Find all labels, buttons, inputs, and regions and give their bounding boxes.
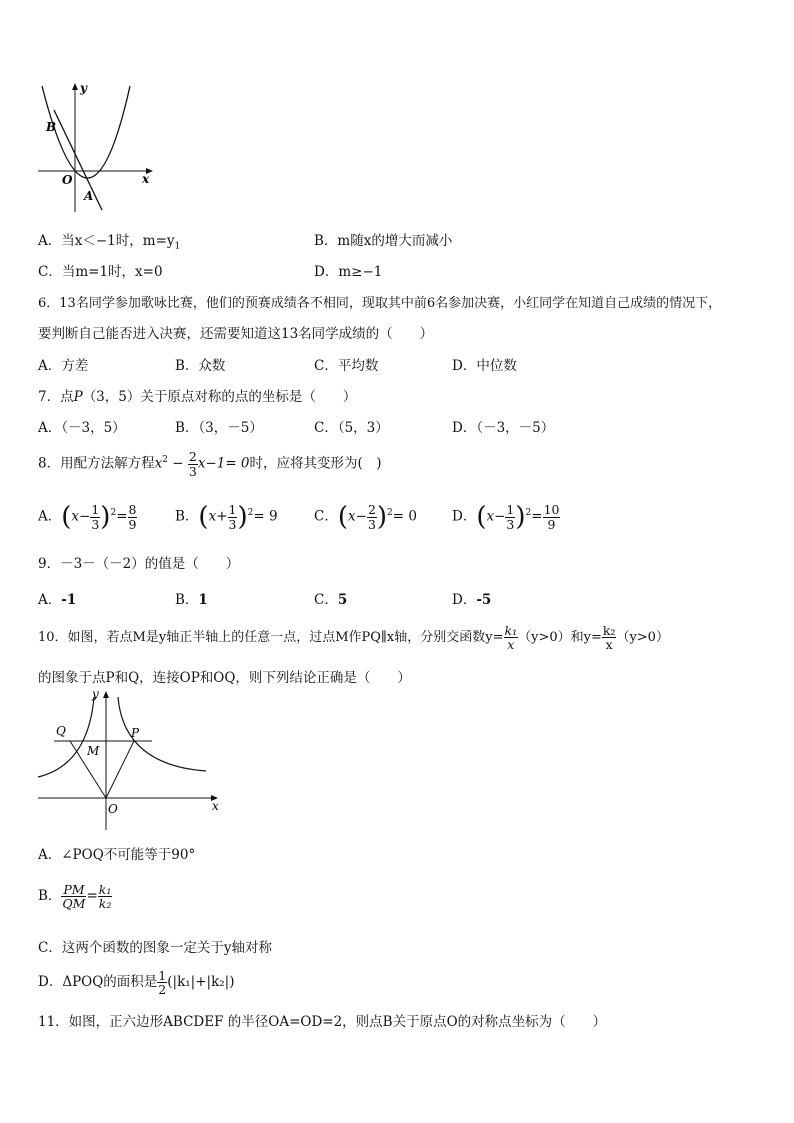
q10-stem-line2: 的图象于点P和Q，连接OP和OQ，则下列结论正确是（ ） [38,670,411,686]
fig2-label-M: M [87,744,100,758]
q6-option-b: B．众数 [175,358,226,374]
q10-option-c: C．这两个函数的图象一定关于y轴对称 [38,940,272,956]
fig1-label-A: A [84,189,94,203]
q8-option-d: D．(x− $\frac{1}{3}$ )$^2$= $\frac{10}{9}$ [452,502,560,532]
q7-option-d: D．（－3，－5） [452,420,555,436]
fig2-label-Q: Q [56,724,66,738]
q10-option-a: A．∠POQ不可能等于90° [38,847,196,863]
q7-option-a: A．（－3，5） [38,420,126,436]
q11-stem: 11．如图，正六边形ABCDEF 的半径OA=OD=2，则点B关于原点O的对称点坐标为（ ） [38,1014,607,1030]
fig2-label-y: y [92,687,99,701]
q8-stem: 8．用配方法解方程$x^2$ − $\frac{2}{3}$ x−1= 0时，应将其变形为( ) [38,449,382,479]
q8-option-a: A．(x− $\frac{1}{3}$ )$^2$= $\frac{8}{9}$ [38,502,137,532]
line-OP [106,741,134,798]
figure-hyperbolas [34,685,229,835]
y-axis-arrow [72,83,78,90]
q9-option-b: B．1 [175,592,208,608]
fig1-label-y: y [80,81,87,95]
q6-stem-line2: 要判断自己能否进入决赛，还需要知道这13名同学成绩的（ ） [38,326,434,342]
figure-parabola-line [34,80,164,215]
q6-option-a: A．方差 [38,358,89,374]
q10-option-d: D．ΔPOQ的面积是 $\frac{1}{2}$ (|k₁|+|k₂|) [38,967,235,997]
q8-stem-fraction: $\frac{2}{3}$ [188,449,197,479]
q9-option-d: D．-5 [452,592,492,608]
q9-option-a: A．-1 [38,592,77,608]
q8-option-c: C．(x− $\frac{2}{3}$ )$^2$= 0 [314,502,417,532]
q9-stem: 9．－3－（－2）的值是（ ） [38,556,240,572]
q5-option-d: D．m≥−1 [314,264,383,280]
q5-option-b: B．m随x的增大而减小 [314,233,453,249]
q9-option-c: C．5 [314,592,348,608]
q6-option-c: C．平均数 [314,358,379,374]
fig1-label-O: O [62,173,73,187]
line-AB [54,110,102,210]
q7-option-c: C．（5，3） [314,420,389,436]
fig1-label-B: B [46,120,57,134]
fig1-label-x: x [142,172,150,186]
q10-stem-line1: 10．如图，若点M是y轴正半轴上的任意一点，过点M作PQ∥x轴，分别交函数y= $\frac{\text{k₁}}{x}$ （y>0）和y= $\frac{\text{k₂}}{x}$ （y>0） [38,622,669,652]
q5-option-a: A．当x＜−1时，$m=y_1$ [38,233,181,252]
q7-option-b: B．（3，－5） [175,420,263,436]
y-axis-arrow [103,691,109,698]
q10-option-b: B． $\frac{PM}{QM}$ = $\frac{\text{k₁}}{\text{k₂}}$ [38,881,112,911]
q6-option-d: D．中位数 [452,358,517,374]
fig2-label-x: x [212,799,219,813]
fig2-label-O: O [108,802,118,816]
q8-option-b: B．(x+ $\frac{1}{3}$ )$^2$= 9 [175,502,278,532]
q7-stem: 7．点P（3，5）关于原点对称的点的坐标是（ ） [38,389,357,405]
q5-option-c: C．当m=1时，x=0 [38,264,163,280]
q6-stem-line1: 6．13名同学参加歌咏比赛，他们的预赛成绩各不相同，现取其中前6名参加决赛，小红同学在知道自己成绩的情况下， [38,296,722,311]
fig2-label-P: P [131,726,140,740]
